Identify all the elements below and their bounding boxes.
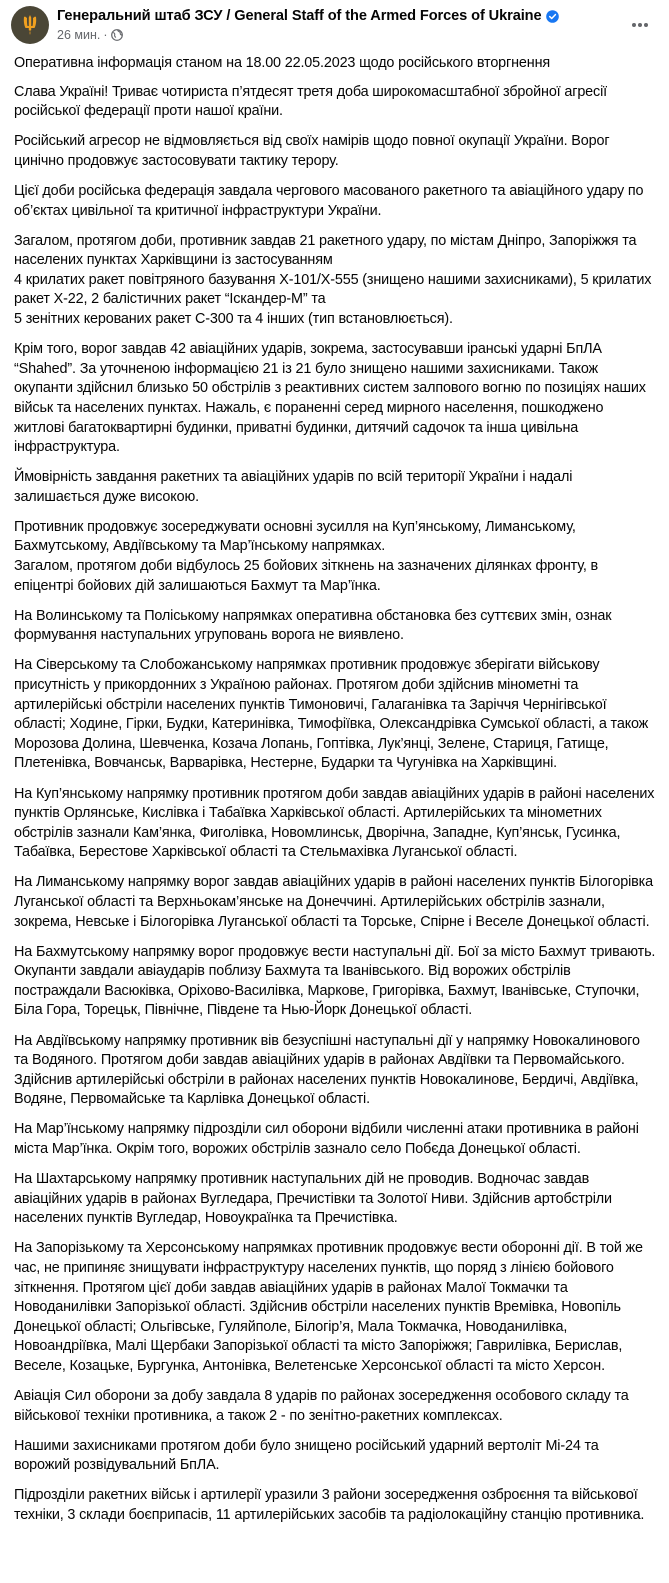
paragraph-line: Нашими захисниками протягом доби було знищено російський ударний вертоліт Мі-24 та ворожий розвідувальний БпЛА. xyxy=(14,1437,599,1474)
meta-row xyxy=(57,27,559,43)
paragraph-line: На Лиманському напрямку ворог завдав авіаційних ударів в районі населених пунктів Білогорівка Луганської області та Верхньокам’янське на Донеччині. Артилерійських обстрілів зазнали, зокрема, Невське і Білогорівка Луганської області та Торське, Спірне і Веселе Донецької області. xyxy=(14,874,653,930)
paragraph xyxy=(14,1170,657,1229)
trident-icon xyxy=(22,15,38,35)
paragraph-line: На Куп’янському напрямку противник протягом доби завдав авіаційних ударів в районі населених пунктів Орлянське, Кислівка і Табаївка Харківської області. Артилерійських та мінометних обстрілів зазнали Кам’янка, Фиголівка, Новомлинськ, Дворічна, Западне, Куп’янськ, Гусинка, Табаївка, Берестове Харківської області та Стельмахівка Луганської області. xyxy=(14,785,655,861)
post-body xyxy=(0,54,669,1526)
post-title: Оперативна інформація станом на 18.00 22.05.2023 щодо російського вторгнення xyxy=(14,55,551,71)
paragraph-line: Підрозділи ракетних військ і артилерії уразили 3 райони зосередження озброєння та військової техніки, 3 склади боєприпасів, 11 артилерійських засобів та радіолокаційну станцію противника. xyxy=(14,1487,645,1523)
paragraph-line: Цієї доби російська федерація завдала чергового масованого ракетного та авіаційного удару по об’єктах цивільної та критичної інфраструктури України. xyxy=(14,182,644,219)
header-text xyxy=(57,6,559,43)
timestamp[interactable]: 26 мин. xyxy=(57,28,101,42)
paragraph xyxy=(14,607,657,646)
paragraph-line: На Волинському та Поліському напрямках оперативна обстановка без суттєвих змін, ознак формування наступальних угруповань ворога не виявлено. xyxy=(14,607,612,644)
paragraph-line: На Шахтарському напрямку противник наступальних дій не проводив. Водночас завдав авіаційних ударів в районах Вугледара, Пречистівки та Золотої Ниви. Здійснив артобстріли населених пунктів Вугледар, Новоукраїнка та Пречистівка. xyxy=(14,1171,612,1227)
paragraph xyxy=(14,943,657,1021)
paragraph-line: Крім того, ворог завдав 42 авіаційних ударів, зокрема, застосувавши іранські ударні БпЛА “Shahed”. За уточненою інформацією 21 із 21 було знищено нашими захисниками. Також окупанти здійснил близько 50 обстрілів з реактивних систем залпового вогню по позиціях наших військ та населених пунктах. Нажаль, є пораненні серед мирного населення, пошкоджено житлові багатоквартирні будинки, приватні будинки, дитячий садочок та інша цивільна інфраструктура. xyxy=(14,341,646,456)
paragraph-line: Ймовірність завдання ракетних та авіаційних ударів по всій території України і надалі залишається дуже високою. xyxy=(14,469,573,505)
paragraph-line: Авіація Сил оборони за добу завдала 8 ударів по районах зосередження особового складу та військової техніки противника, а також 2 - по зенітно-ракетних комплексах. xyxy=(14,1388,629,1424)
paragraph xyxy=(14,232,657,330)
paragraph xyxy=(14,785,657,863)
paragraph xyxy=(14,1239,657,1376)
paragraph-line: На Сіверському та Слобожанському напрямках противник продовжує зберігати військову присутність у прикордонних з Україною районах. Протягом доби здійснив мінометні та артилерійські обстріли населених пунктів Тимоновичі, Галаганівка та Заріччя Чернігівської області; Ходине, Гірки, Будки, Катеринівка, Тимофіївка, Олександрівка Сумської області, а також Морозова Долина, Шевченка, Козача Лопань, Гоптівка, Лук’янці, Зелене, Стариця, Гатище, Плетенівка, Вовчанськ, Варварівка, Нестерне, Бударки та Чугунівка на Харківщині. xyxy=(14,657,649,772)
paragraph xyxy=(14,182,657,221)
avatar[interactable] xyxy=(11,6,49,44)
paragraph-line: Загалом, протягом доби, противник завдав 21 ракетного удару, по містам Дніпро, Запоріжжя та населених пунктах Харківщини із застосуванням xyxy=(14,232,637,269)
paragraph xyxy=(14,1437,657,1476)
paragraph xyxy=(14,1032,657,1110)
post-header xyxy=(0,0,669,50)
paragraph-line: 5 зенітних керованих ракет С-300 та 4 інших (тип встановлюється). xyxy=(14,311,453,328)
paragraph-line: На Мар’їнському напрямку підрозділи сил оборони відбили численні атаки противника в районі міста Мар’їнка. Окрім того, ворожих обстрілів зазнало село Побєда Донецької області. xyxy=(14,1121,639,1157)
paragraph xyxy=(14,656,657,774)
paragraph xyxy=(14,468,657,507)
paragraph xyxy=(14,518,657,596)
paragraph-line: Загалом, протягом доби відбулось 25 бойових зіткнень на зазначених ділянках фронту, в епіцентрі бойових дій залишаються Бахмут та Мар’їнка. xyxy=(14,558,599,594)
paragraph-line: На Авдіївському напрямку противник вів безуспішні наступальні дії у напрямку Новокалинового та Водяного. Протягом доби завдав авіаційних ударів в районах Авдіївки та Первомайського. Здійснив артилерійські обстріли в районах населених пунктів Новокалинове, Бердичі, Авдіївка, Водяне, Первомайське та Карлівка Донецької області. xyxy=(14,1032,640,1108)
paragraph xyxy=(14,1486,657,1525)
paragraph-line: На Бахмутському напрямку ворог продовжує вести наступальні дії. Бої за місто Бахмут тривають. Окупанти завдали авіаударів поблизу Бахмута та Іванівського. Від ворожих обстрілів постраждали Васюківка, Оріхово-Василівка, Маркове, Григорівка, Бахмут, Іванівське, Ступочки, Біла Гора, Торецьк, Північне, Південе та Нью-Йорк Донецької області. xyxy=(14,943,656,1019)
paragraph xyxy=(14,83,657,122)
paragraph xyxy=(14,873,657,932)
paragraph xyxy=(14,1387,657,1426)
author-name[interactable]: Генеральний штаб ЗСУ / General Staff of the Armed Forces of Ukraine xyxy=(57,8,542,24)
more-options-button[interactable] xyxy=(625,10,655,40)
meta-separator: · xyxy=(103,28,108,42)
paragraph-line: Противник продовжує зосереджувати основні зусилля на Куп’янському, Лиманському, Бахмутському, Авдіївському та Мар’їнському напрямках. xyxy=(14,518,576,555)
paragraph-line: 4 крилатих ракет повітряного базування Х-101/Х-555 (знищено нашими захисниками), 5 крилатих ракет Х-22, 2 балістичних ракет “Іскандер-М” та xyxy=(14,271,652,308)
paragraph-line: Російський агресор не відмовляється від своїх намірів щодо повної окупації України. Ворог цинічно продовжує застосовувати тактику терору. xyxy=(14,133,610,169)
paragraph-line: На Запорізькому та Херсонському напрямках противник продовжує вести оборонні дії. В той же час, не припиняє знищувати інфраструктуру населених пунктів, що поряд з лінією бойового зіткнення. Протягом цієї доби завдав авіаційних ударів в районах Малої Токмачки та Новоданилівки Запорізької області. Здійснив обстріли населених пунктів Времівка, Новопіль Донецької області; Ольгівське, Гуляйполе, Білогір’я, Мала Токмачка, Новоданилівка, Новоандріївка, Малі Щербаки Запорізької області та місто Запоріжжя; Гаврилівка, Берислав, Веселе, Козацьке, Бургунка, Антонівка, Велетенське Херсонської області та місто Херсон. xyxy=(14,1240,643,1374)
author-row xyxy=(57,6,559,26)
verified-badge-icon xyxy=(546,10,559,23)
paragraph xyxy=(14,132,657,171)
globe-icon[interactable] xyxy=(111,29,123,41)
paragraph-line: Слава Україні! Триває чотириста п’ятдесят третя доба широкомасштабної збройної агресії російської федерації проти нашої країни. xyxy=(14,83,607,120)
paragraph xyxy=(14,340,657,458)
paragraph xyxy=(14,1120,657,1159)
more-options-icon xyxy=(632,23,648,27)
